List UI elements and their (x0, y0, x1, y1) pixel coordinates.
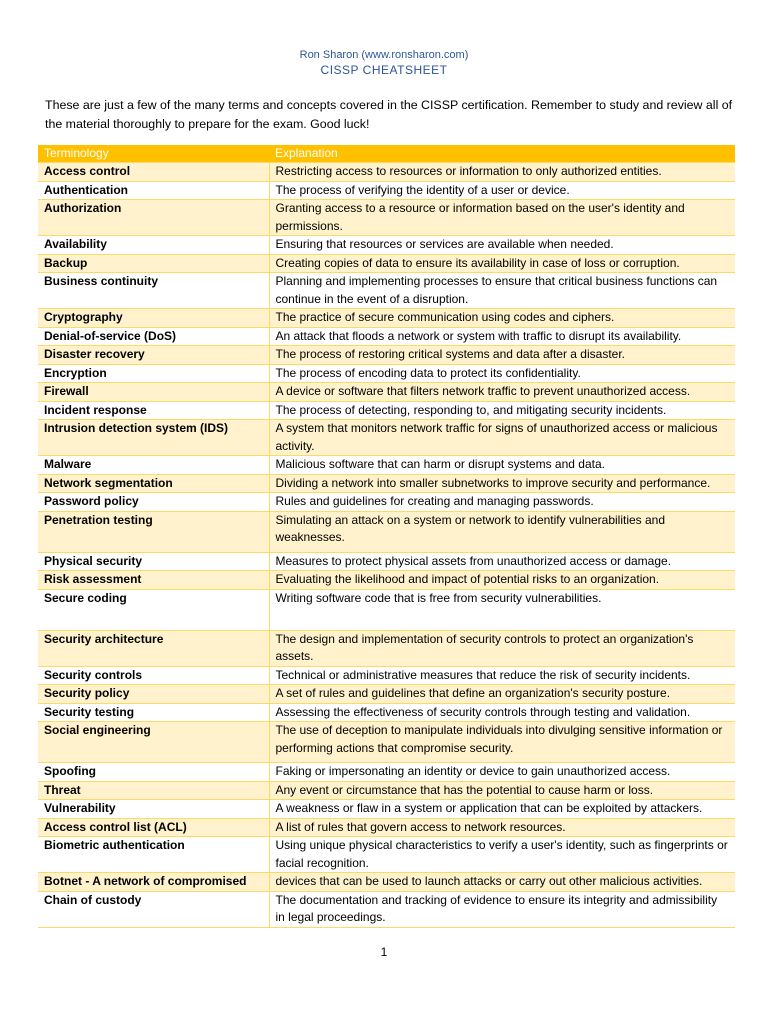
terminology-table (38, 145, 735, 928)
term-cell: Availability (38, 236, 269, 255)
explanation-cell: devices that can be used to launch attacks or carry out other malicious activities. (269, 873, 735, 892)
table-row (38, 722, 735, 763)
explanation-cell: Malicious software that can harm or disrupt systems and data. (269, 456, 735, 475)
explanation-cell: The process of restoring critical systems and data after a disaster. (269, 346, 735, 365)
explanation-cell: The process of encoding data to protect its confidentiality. (269, 364, 735, 383)
explanation-cell: Using unique physical characteristics to verify a user's identity, such as fingerprints or facial recognition. (269, 837, 735, 873)
explanation-cell: The process of detecting, responding to, and mitigating security incidents. (269, 401, 735, 420)
intro-paragraph: These are just a few of the many terms and concepts covered in the CISSP certification. Remember to study and review all of the material thoroughly to prepare for the exam. Good luck! (45, 98, 733, 131)
explanation-cell: Ensuring that resources or services are available when needed. (269, 236, 735, 255)
term-cell: Security architecture (38, 630, 269, 666)
explanation-cell: Writing software code that is free from security vulnerabilities. (269, 589, 735, 630)
explanation-cell: An attack that floods a network or system with traffic to disrupt its availability. (269, 327, 735, 346)
term-cell: Encryption (38, 364, 269, 383)
term-cell: Secure coding (38, 589, 269, 630)
table-row (38, 327, 735, 346)
table-row (38, 273, 735, 309)
term-cell: Incident response (38, 401, 269, 420)
page-number: 1 (380, 945, 388, 959)
term-cell: Security controls (38, 666, 269, 685)
explanation-cell: The process of verifying the identity of a user or device. (269, 181, 735, 200)
term-cell: Penetration testing (38, 511, 269, 552)
term-cell: Vulnerability (38, 800, 269, 819)
table-row (38, 703, 735, 722)
explanation-cell: Assessing the effectiveness of security controls through testing and validation. (269, 703, 735, 722)
table-row (38, 346, 735, 365)
explanation-cell: Rules and guidelines for creating and managing passwords. (269, 493, 735, 512)
table-row (38, 493, 735, 512)
explanation-cell: The use of deception to manipulate individuals into divulging sensitive information or performing actions that compromise security. (269, 722, 735, 763)
table-row (38, 364, 735, 383)
term-cell: Firewall (38, 383, 269, 402)
explanation-cell: Any event or circumstance that has the potential to cause harm or loss. (269, 781, 735, 800)
page-header (0, 48, 768, 78)
term-cell: Malware (38, 456, 269, 475)
table-row (38, 383, 735, 402)
explanation-cell: Granting access to a resource or information based on the user's identity and permissions. (269, 200, 735, 236)
term-cell: Cryptography (38, 309, 269, 328)
explanation-cell: A set of rules and guidelines that define an organization's security posture. (269, 685, 735, 704)
table-row (38, 589, 735, 630)
table-row (38, 200, 735, 236)
table-row (38, 818, 735, 837)
term-cell: Risk assessment (38, 571, 269, 590)
explanation-cell: Planning and implementing processes to ensure that critical business functions can continue in the event of a disruption. (269, 273, 735, 309)
term-cell: Network segmentation (38, 474, 269, 493)
table-row (38, 456, 735, 475)
table-row (38, 254, 735, 273)
table-row (38, 420, 735, 456)
term-cell: Backup (38, 254, 269, 273)
term-cell: Access control (38, 163, 269, 182)
column-header-terminology: Terminology (38, 145, 269, 163)
explanation-cell: Technical or administrative measures that reduce the risk of security incidents. (269, 666, 735, 685)
table-row (38, 800, 735, 819)
table-row (38, 181, 735, 200)
term-cell: Biometric authentication (38, 837, 269, 873)
explanation-cell: Creating copies of data to ensure its availability in case of loss or corruption. (269, 254, 735, 273)
term-cell: Password policy (38, 493, 269, 512)
term-cell: Botnet - A network of compromised (38, 873, 269, 892)
term-cell: Chain of custody (38, 891, 269, 927)
explanation-cell: Simulating an attack on a system or network to identify vulnerabilities and weaknesses. (269, 511, 735, 552)
explanation-cell: A system that monitors network traffic for signs of unauthorized access or malicious activity. (269, 420, 735, 456)
term-cell: Security policy (38, 685, 269, 704)
table-body (38, 163, 735, 928)
table-row (38, 763, 735, 782)
table-header-row (38, 145, 735, 163)
table-row (38, 309, 735, 328)
table-row (38, 571, 735, 590)
explanation-cell: A list of rules that govern access to network resources. (269, 818, 735, 837)
author-line: Ron Sharon (www.ronsharon.com) (299, 49, 469, 61)
explanation-cell: A device or software that filters network traffic to prevent unauthorized access. (269, 383, 735, 402)
explanation-cell: A weakness or flaw in a system or application that can be exploited by attackers. (269, 800, 735, 819)
term-cell: Authentication (38, 181, 269, 200)
explanation-cell: Measures to protect physical assets from unauthorized access or damage. (269, 552, 735, 571)
term-cell: Physical security (38, 552, 269, 571)
explanation-cell: The documentation and tracking of evidence to ensure its integrity and admissibility in legal proceedings. (269, 891, 735, 927)
term-cell: Threat (38, 781, 269, 800)
table-row (38, 891, 735, 927)
table-row (38, 685, 735, 704)
table-row (38, 163, 735, 182)
document-title: CISSP CHEATSHEET (320, 63, 448, 77)
term-cell: Disaster recovery (38, 346, 269, 365)
column-header-explanation: Explanation (269, 145, 735, 163)
explanation-cell: Dividing a network into smaller subnetworks to improve security and performance. (269, 474, 735, 493)
term-cell: Access control list (ACL) (38, 818, 269, 837)
explanation-cell: Evaluating the likelihood and impact of potential risks to an organization. (269, 571, 735, 590)
table-row (38, 474, 735, 493)
table-row (38, 781, 735, 800)
explanation-cell: Faking or impersonating an identity or device to gain unauthorized access. (269, 763, 735, 782)
term-cell: Denial-of-service (DoS) (38, 327, 269, 346)
explanation-cell: The design and implementation of security controls to protect an organization's assets. (269, 630, 735, 666)
term-cell: Spoofing (38, 763, 269, 782)
term-cell: Security testing (38, 703, 269, 722)
table-row (38, 401, 735, 420)
table-row (38, 666, 735, 685)
term-cell: Intrusion detection system (IDS) (38, 420, 269, 456)
explanation-cell: Restricting access to resources or information to only authorized entities. (269, 163, 735, 182)
term-cell: Business continuity (38, 273, 269, 309)
table-row (38, 552, 735, 571)
table-row (38, 837, 735, 873)
table-row (38, 511, 735, 552)
table-row (38, 236, 735, 255)
table-row (38, 873, 735, 892)
explanation-cell: The practice of secure communication using codes and ciphers. (269, 309, 735, 328)
term-cell: Authorization (38, 200, 269, 236)
table-row (38, 630, 735, 666)
term-cell: Social engineering (38, 722, 269, 763)
